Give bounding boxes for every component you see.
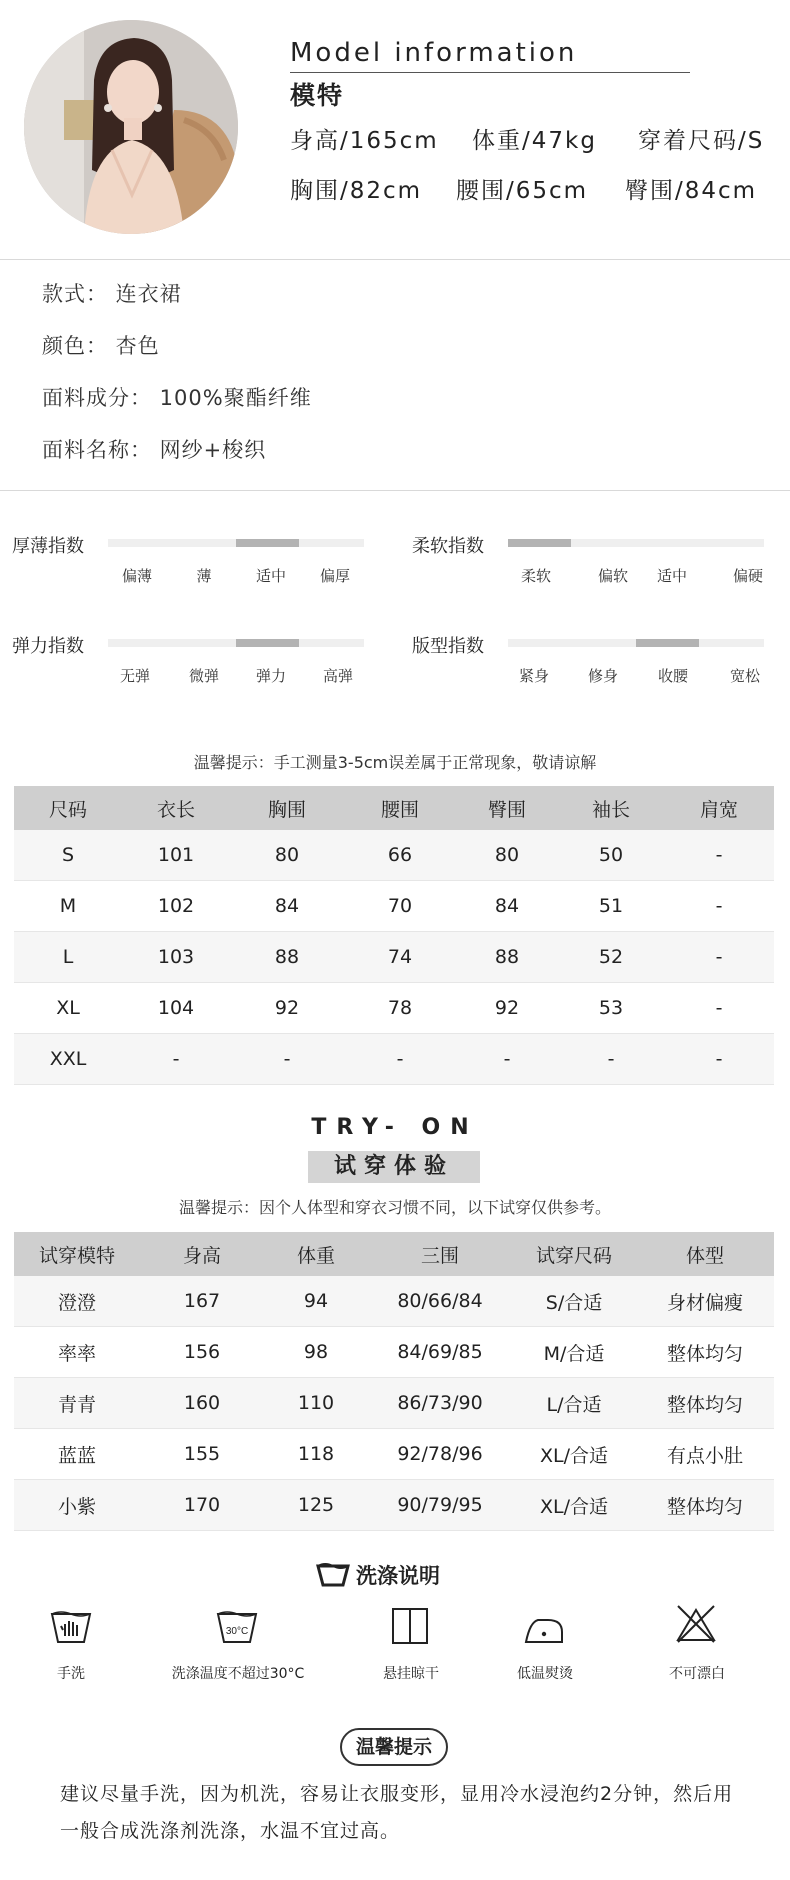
size-table-cell: S [14, 830, 122, 881]
tryon-table-cell: 身材偏瘦 [636, 1276, 774, 1327]
thickness-indicator [236, 539, 299, 547]
product-color: 颜色： 杏色 [42, 334, 160, 358]
size-table-header-cell: 尺码 [14, 786, 122, 830]
size-table-cell: - [664, 881, 774, 932]
size-table-cell: XL [14, 983, 122, 1034]
tryon-table-cell: XL/合适 [512, 1480, 636, 1531]
tryon-table-cell: 160 [140, 1378, 264, 1429]
low-iron-label: 低温熨烫 [517, 1666, 573, 1682]
size-table-cell: 92 [456, 983, 558, 1034]
tryon-note: 温馨提示：因个人体型和穿衣习惯不同，以下试穿仅供参考。 [178, 1198, 611, 1217]
tryon-table-cell: M/合适 [512, 1327, 636, 1378]
size-table-cell: 51 [558, 881, 664, 932]
fit-label: 紧身 [518, 667, 550, 685]
softness-indicator [508, 539, 571, 547]
tryon-table-header-cell: 三围 [368, 1232, 512, 1276]
tryon-table-header-cell: 体重 [264, 1232, 368, 1276]
model-size: 穿着尺码/S [638, 128, 765, 154]
tryon-table-cell: 94 [264, 1276, 368, 1327]
size-table-cell: 101 [122, 830, 230, 881]
tryon-table-cell: 有点小肚 [636, 1429, 774, 1480]
tryon-table-cell: S/合适 [512, 1276, 636, 1327]
size-table-cell: 92 [230, 983, 344, 1034]
size-table-cell: 104 [122, 983, 230, 1034]
tryon-table-cell: 84/69/85 [368, 1327, 512, 1378]
size-table-header-cell: 臀围 [456, 786, 558, 830]
fit-label: 宽松 [729, 667, 761, 685]
tryon-table-cell: 118 [264, 1429, 368, 1480]
softness-track [508, 539, 764, 547]
model-bust: 胸围/82cm [290, 178, 423, 204]
size-table-cell: - [558, 1034, 664, 1085]
size-table-cell: - [456, 1034, 558, 1085]
tryon-table-cell: 蓝蓝 [14, 1429, 140, 1480]
thickness-title: 厚薄指数 [12, 536, 84, 557]
elasticity-label: 高弹 [322, 667, 354, 685]
size-table-cell: - [344, 1034, 456, 1085]
tryon-table-cell: 170 [140, 1480, 264, 1531]
no-bleach-icon [674, 1604, 718, 1644]
tryon-table-cell: XL/合适 [512, 1429, 636, 1480]
wash-basin-icon [316, 1562, 350, 1588]
size-table-cell: 66 [344, 830, 456, 881]
size-table-row [14, 983, 774, 1034]
tryon-table-cell: 小紫 [14, 1480, 140, 1531]
model-height: 身高/165cm [290, 128, 439, 154]
tryon-table-cell: 90/79/95 [368, 1480, 512, 1531]
tryon-title-cn: 试穿体验 [333, 1154, 454, 1179]
tryon-table-cell: 整体均匀 [636, 1480, 774, 1531]
tryon-table-cell: L/合适 [512, 1378, 636, 1429]
tryon-table-cell: 98 [264, 1327, 368, 1378]
no-bleach-label: 不可漂白 [669, 1666, 725, 1682]
model-info-title: Model information [290, 38, 578, 68]
model-hip: 臀围/84cm [625, 178, 758, 204]
tryon-table-cell: 156 [140, 1327, 264, 1378]
fit-label: 收腰 [657, 667, 689, 685]
size-table-cell: 88 [456, 932, 558, 983]
size-table [14, 786, 774, 1085]
tryon-table-row [14, 1276, 774, 1327]
tryon-table-cell: 155 [140, 1429, 264, 1480]
tryon-table-cell: 110 [264, 1378, 368, 1429]
tryon-table-header-cell: 试穿尺码 [512, 1232, 636, 1276]
size-table-cell: 102 [122, 881, 230, 932]
size-table-cell: - [230, 1034, 344, 1085]
tryon-table-row [14, 1429, 774, 1480]
tryon-table-header-cell: 身高 [140, 1232, 264, 1276]
size-table-cell: 74 [344, 932, 456, 983]
fit-title: 版型指数 [412, 636, 484, 657]
size-table-cell: 70 [344, 881, 456, 932]
product-fabric-composition: 面料成分： 100%聚酯纤维 [42, 386, 312, 410]
size-table-cell: - [664, 1034, 774, 1085]
wash-temp-value: 30°C [225, 1626, 249, 1637]
hang-dry-icon [388, 1606, 432, 1646]
size-table-row [14, 830, 774, 881]
elasticity-track [108, 639, 364, 647]
model-weight: 体重/47kg [472, 128, 597, 154]
softness-label: 偏软 [597, 567, 629, 585]
tryon-table-cell: 澄澄 [14, 1276, 140, 1327]
thickness-label: 偏厚 [319, 567, 351, 585]
softness-label: 柔软 [520, 567, 552, 585]
softness-title: 柔软指数 [412, 536, 484, 557]
tryon-table [14, 1232, 774, 1531]
thickness-label: 适中 [255, 567, 287, 585]
size-table-cell: 53 [558, 983, 664, 1034]
size-table-cell: - [664, 932, 774, 983]
thickness-label: 偏薄 [121, 567, 153, 585]
size-table-header-cell: 肩宽 [664, 786, 774, 830]
size-table-cell: M [14, 881, 122, 932]
size-table-header-cell: 衣长 [122, 786, 230, 830]
model-info-title-cn: 模特 [290, 81, 345, 110]
tryon-table-cell: 125 [264, 1480, 368, 1531]
tryon-table-row [14, 1480, 774, 1531]
elasticity-title: 弹力指数 [12, 636, 84, 657]
size-table-cell: - [122, 1034, 230, 1085]
size-table-cell: XXL [14, 1034, 122, 1085]
elasticity-label: 无弹 [119, 667, 151, 685]
tips-text: 建议尽量手洗，因为机洗，容易让衣服变形，显用冷水浸泡约2分钟，然后用一般合成洗涤剂洗涤，水温不宜过高。 [60, 1783, 734, 1842]
size-table-cell: 88 [230, 932, 344, 983]
thickness-label: 薄 [196, 567, 212, 585]
tryon-table-cell: 80/66/84 [368, 1276, 512, 1327]
fit-track [508, 639, 764, 647]
fit-label: 修身 [587, 667, 619, 685]
tryon-table-cell: 86/73/90 [368, 1378, 512, 1429]
size-table-cell: 103 [122, 932, 230, 983]
tryon-table-cell: 整体均匀 [636, 1327, 774, 1378]
wash-temp-icon [215, 1608, 259, 1648]
size-table-cell: 84 [456, 881, 558, 932]
fit-indicator [636, 639, 699, 647]
hand-wash-label: 手洗 [57, 1666, 85, 1682]
size-table-cell: 80 [456, 830, 558, 881]
elasticity-label: 微弹 [188, 667, 220, 685]
size-table-header-cell: 袖长 [558, 786, 664, 830]
tips-title: 温馨提示 [355, 1736, 432, 1758]
wash-temp-label: 洗涤温度不超过30°C [171, 1666, 305, 1682]
size-table-note: 温馨提示：手工测量3-5cm误差属于正常现象，敬请谅解 [193, 753, 597, 772]
tryon-table-cell: 率率 [14, 1327, 140, 1378]
size-table-row [14, 881, 774, 932]
low-iron-icon [522, 1610, 566, 1650]
divider [0, 259, 790, 260]
size-table-cell: - [664, 983, 774, 1034]
tryon-table-cell: 167 [140, 1276, 264, 1327]
tryon-table-row [14, 1378, 774, 1429]
size-table-cell: L [14, 932, 122, 983]
softness-label: 偏硬 [732, 567, 764, 585]
thickness-track [108, 539, 364, 547]
hang-dry-label: 悬挂晾干 [383, 1666, 439, 1682]
tryon-table-header-cell: 体型 [636, 1232, 774, 1276]
washing-title: 洗涤说明 [356, 1564, 440, 1588]
size-table-cell: 84 [230, 881, 344, 932]
size-table-cell: 78 [344, 983, 456, 1034]
size-table-cell: 80 [230, 830, 344, 881]
size-table-header-cell: 胸围 [230, 786, 344, 830]
tryon-table-cell: 整体均匀 [636, 1378, 774, 1429]
size-table-cell: 52 [558, 932, 664, 983]
size-table-cell: - [664, 830, 774, 881]
tryon-table-cell: 青青 [14, 1378, 140, 1429]
tryon-table-row [14, 1327, 774, 1378]
size-table-cell: 50 [558, 830, 664, 881]
elasticity-indicator [236, 639, 299, 647]
size-table-row [14, 1034, 774, 1085]
title-underline [290, 72, 690, 73]
product-style: 款式： 连衣裙 [42, 282, 182, 306]
divider [0, 490, 790, 491]
size-table-header-cell: 腰围 [344, 786, 456, 830]
tryon-table-cell: 92/78/96 [368, 1429, 512, 1480]
model-photo-illustration [24, 20, 238, 234]
tryon-table-header-cell: 试穿模特 [14, 1232, 140, 1276]
tryon-title-en: TRY- ON [311, 1115, 479, 1140]
size-table-row [14, 932, 774, 983]
elasticity-label: 弹力 [255, 667, 287, 685]
model-waist: 腰围/65cm [456, 178, 589, 204]
softness-label: 适中 [656, 567, 688, 585]
hand-wash-icon [49, 1608, 93, 1648]
model-photo [24, 20, 238, 234]
product-fabric-name: 面料名称： 网纱+梭织 [42, 438, 267, 462]
